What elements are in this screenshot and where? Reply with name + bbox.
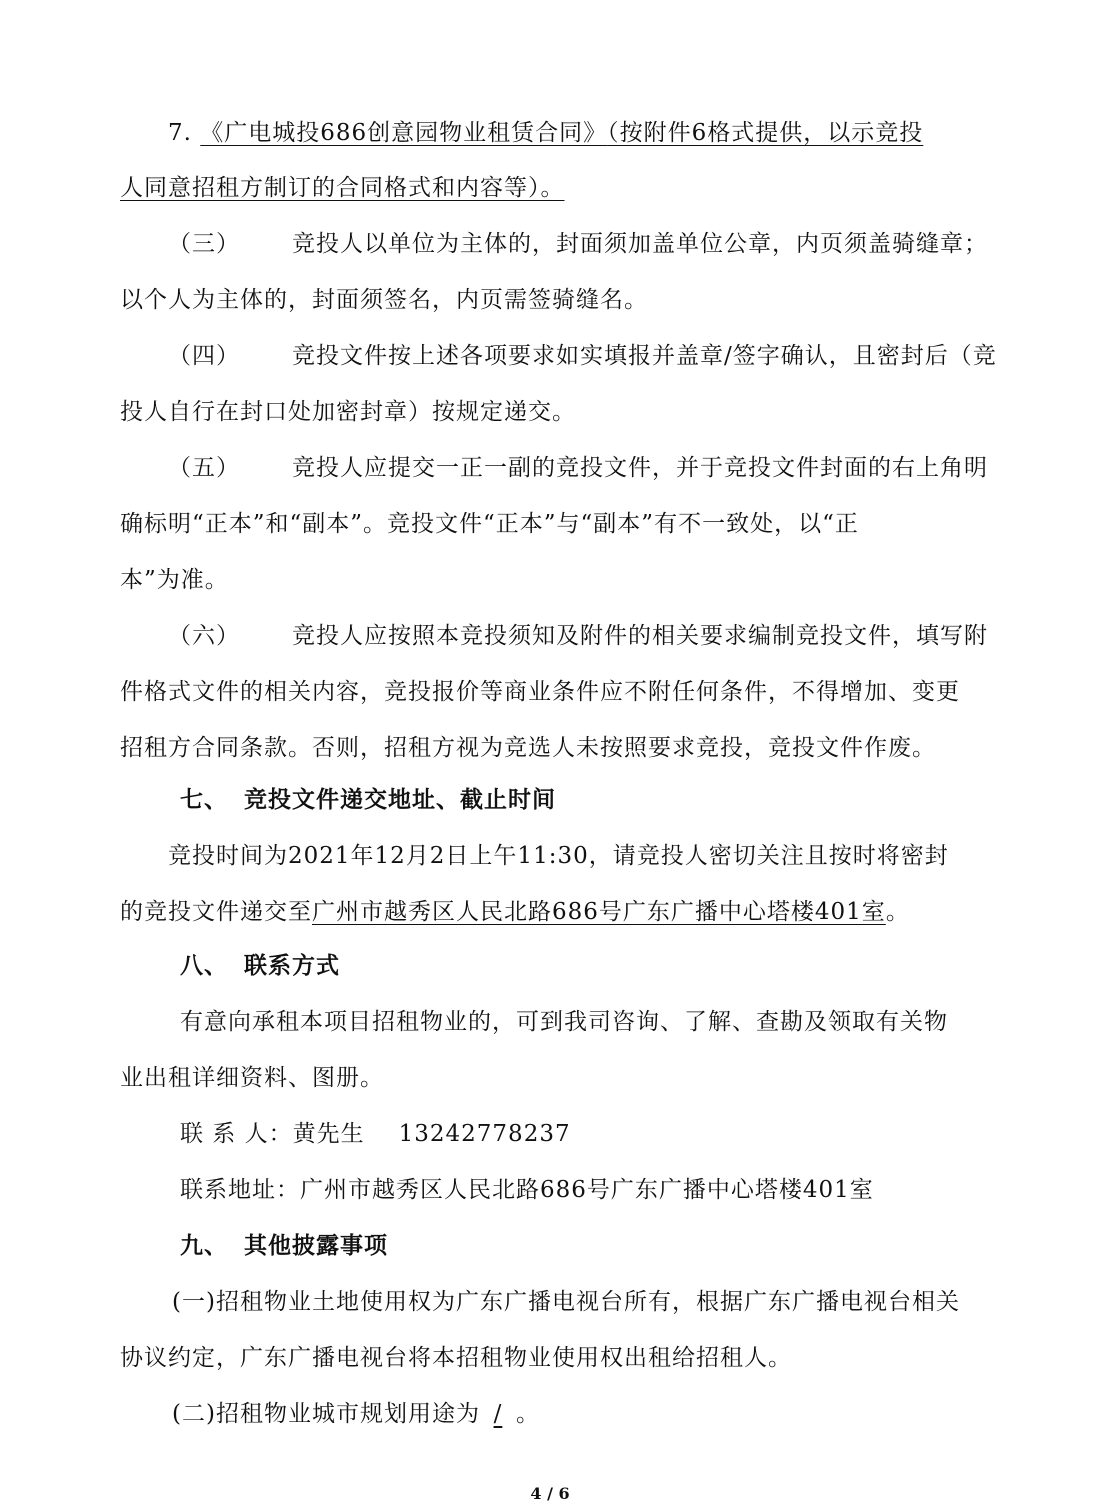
p9-item1-line2: 协议约定，广东广播电视台将本招租物业使用权出租给招租人。 [120,1345,792,1371]
sec3-line2: 以个人为主体的，封面须签名，内页需签骑缝名。 [120,287,648,313]
sec5-line3: 本”为准。 [120,567,229,593]
item7-rest: （按附件6格式提供，以示竞投 [607,120,924,146]
contact-address-line [180,1162,950,1218]
sec6-line2: 件格式文件的相关内容，竞投报价等商业条件应不附任何条件，不得增加、变更 [120,679,960,705]
p9-item1-line1: (一)招租物业土地使用权为广东广播电视台所有，根据广东广播电视台相关 [172,1289,960,1315]
sec4-line1: （四） 竞投文件按上述各项要求如实填报并盖章/签字确认，且密封后（竞 [168,343,997,369]
address-label: 联系地址： [180,1177,300,1203]
planning-use-blank: / [493,1401,503,1427]
item7-number: 7. [168,120,192,146]
sec6-line1: （六） 竞投人应按照本竞投须知及附件的相关要求编制竞投文件，填写附 [168,623,988,649]
item7-line2: 人同意招租方制订的合同格式和内容等）。 [120,175,565,201]
contact-phone: 13242778237 [398,1121,571,1147]
contact-address: 广州市越秀区人民北路686号广东广播中心塔楼401室 [300,1177,874,1203]
contact-person-line [180,1106,950,1162]
heading-section-9: 九、 其他披露事项 [180,1233,388,1259]
heading-section-7: 七、 竞投文件递交地址、截止时间 [180,787,556,813]
sec3-label: （三） [168,231,240,257]
item7-line1 [168,105,950,161]
p8-line1: 有意向承租本项目招租物业的，可到我司咨询、了解、查勘及领取有关物 [180,1009,948,1035]
contact-label: 联 系 人： [180,1121,293,1147]
sec4-label: （四） [168,343,240,369]
sec5-label: （五） [168,455,240,481]
sec3-line1: （三） 竞投人以单位为主体的，封面须加盖单位公章，内页须盖骑缝章； [168,231,988,257]
sec5-line2: 确标明“正本”和“副本”。竞投文件“正本”与“副本”有不一致处，以“正 [120,511,859,537]
p7-line1: 竞投时间为2021年12月2日上午11:30，请竞投人密切关注且按时将密封 [168,843,949,869]
p8-line2: 业出租详细资料、图册。 [120,1065,384,1091]
contact-name: 黄先生 [292,1121,365,1147]
submission-address: 广州市越秀区人民北路686号广东广播中心塔楼401室 [312,899,886,925]
sec6-line3: 招租方合同条款。否则，招租方视为竞选人未按照要求竞投，竞投文件作废。 [120,735,936,761]
heading-section-8: 八、 联系方式 [180,953,340,979]
sec5-line1: （五） 竞投人应提交一正一副的竞投文件，并于竞投文件封面的右上角明 [168,455,988,481]
sec4-line2: 投人自行在封口处加密封章）按规定递交。 [120,399,576,425]
p7-line2: 的竞投文件递交至广州市越秀区人民北路686号广东广播中心塔楼401室。 [120,899,910,925]
p9-item2: (二)招租物业城市规划用途为 / 。 [172,1386,950,1442]
item7-contract-title: 《广电城投686创意园物业租赁合同》 [200,120,608,146]
sec6-label: （六） [168,623,240,649]
page-number: 4 / 6 [530,1484,570,1503]
